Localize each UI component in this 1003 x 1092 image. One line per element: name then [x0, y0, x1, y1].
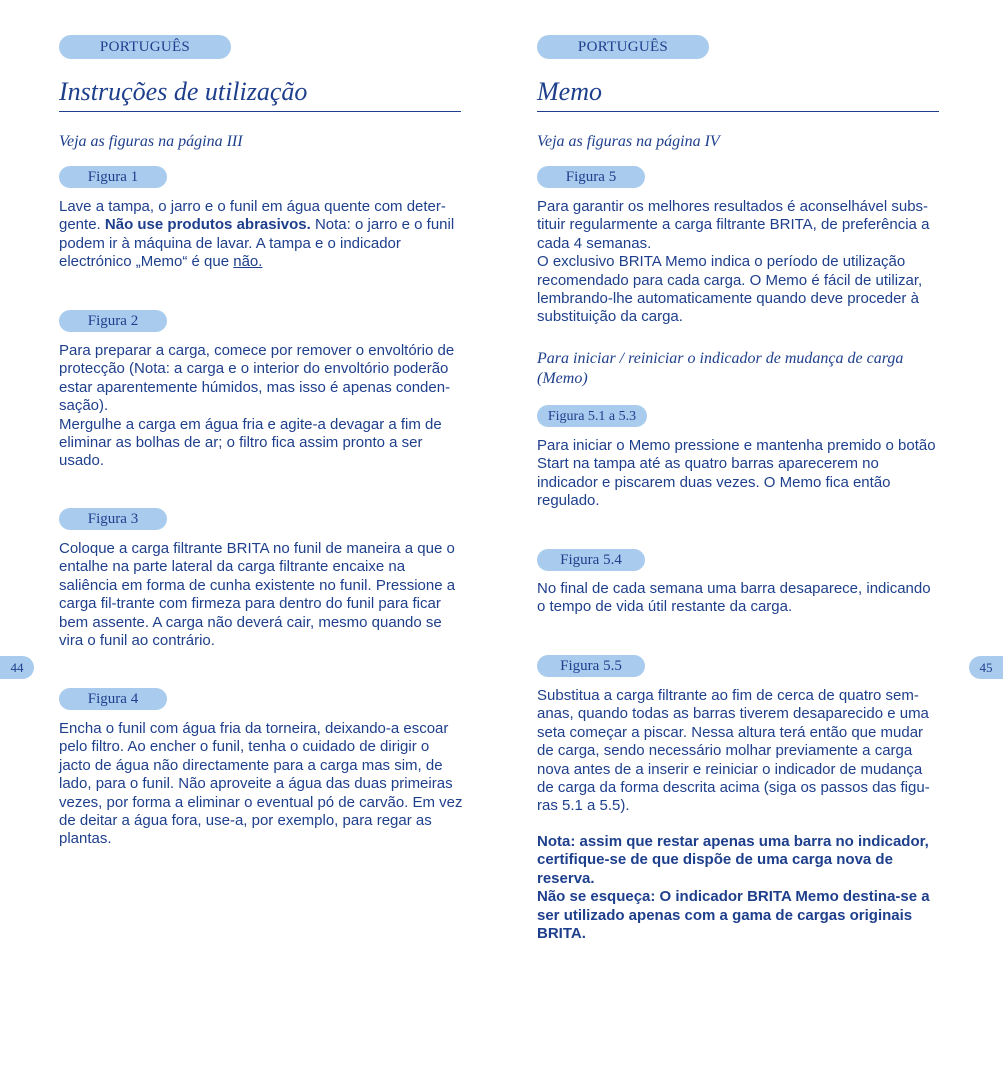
memo-subheading: Para iniciar / reiniciar o indicador de mudança de carga (Memo)	[537, 350, 904, 387]
warning-bold: Não use produtos abrasivos.	[104, 216, 311, 234]
warning-note: Nota: assim que restar apenas uma barra no indicador, certifique-se de que dispõe de uma carga nova de reserva. Não se esqueça: O indicador BRITA Memo destina-se a ser utilizado apenas com a gama de cargas originais BRITA.	[537, 833, 930, 943]
figure-3-text: Coloque a carga filtrante BRITA no funil de maneira a que o entalhe na parte lateral da carga filtrante encaixe na saliência em forma de cunha existente no funil. Pressione a carga fil-trante com firmeza para dentro do funil para ficar bem assente. A carga não deverá cair, mesmo quando se vira o funil ao contrário.	[59, 540, 456, 650]
figure-2-text: Para preparar a carga, comece por remover o envoltório de protecção (Nota: a carga e o interior do envoltório poderão estar aparentemente húmidos, mas isso é apenas conden-sação). Mergulhe a carga em água fria e agite-a devagar a fim de eliminar as bolhas de ar; o filtro fica assim pronto a ser usado.	[59, 342, 455, 470]
page-number-left: 44	[0, 656, 34, 679]
figure-5-5-text: Substitua a carga filtrante ao fim de cerca de quatro sem-anas, quando todas as barras tiverem desaparecido e uma seta começar a piscar. Nessa altura terá então que mudar de carga, sendo necessário molhar previamente a carga nova antes de a inserir e reiniciar o indicador de mudança de carga da forma descrita acima (siga os passos das figu-ras 5.1 a 5.5).	[537, 687, 930, 815]
figure-1-label: Figura 1	[59, 166, 167, 188]
figure-4-label: Figura 4	[59, 688, 167, 710]
page-number-right: 45	[969, 656, 1003, 679]
figure-5-text: Para garantir os melhores resultados é aconselhável subs-tituir regularmente a carga filtrante BRITA, de preferência a cada 4 semanas. O exclusivo BRITA Memo indica o período de utilização recomendado para cada carga. O Memo é fácil de utilizar, lembrando-lhe automaticamente quando deve proceder à substituição da carga.	[537, 198, 930, 326]
see-figures-note: Veja as figuras na página IV	[537, 133, 720, 150]
page-title: Instruções de utilização	[59, 75, 461, 112]
figure-5-1-label: Figura 5.1 a 5.3	[537, 405, 647, 427]
language-label: PORTUGUÊS	[537, 35, 709, 59]
figure-2-label: Figura 2	[59, 310, 167, 332]
figure-3-label: Figura 3	[59, 508, 167, 530]
figure-4-text: Encha o funil com água fria da torneira, deixando-a escoar pelo filtro. Ao encher o funil, tenha o cuidado de dirigir o jacto de água não directamente para a carga mas sim, de lado, para o funil. Não aproveite a água das duas primeiras vezes, por forma a eliminar o eventual pó de carvão. Em vez de deitar a água fora, use-a, por exemplo, para regar as plantas.	[59, 720, 463, 848]
figure-5-4-text: No final de cada semana uma barra desaparece, indicando o tempo de vida útil restante da carga.	[537, 580, 931, 616]
language-label: PORTUGUÊS	[59, 35, 231, 59]
figure-5-1-text: Para iniciar o Memo pressione e mantenha premido o botão Start na tampa até as quatro barras aparecerem no indicador e piscarem duas vezes. O Memo fica então regulado.	[537, 437, 936, 510]
figure-5-5-label: Figura 5.5	[537, 655, 645, 677]
figure-5-label: Figura 5	[537, 166, 645, 188]
page-title: Memo	[537, 75, 939, 112]
underlined-word: não.	[233, 253, 263, 271]
see-figures-note: Veja as figuras na página III	[59, 133, 243, 150]
figure-1-text: Lave a tampa, o jarro e o funil em água quente com deter-gente. Não use produtos abrasivos. Nota: o jarro e o funil podem ir à máquina de lavar. A tampa e o indicador electrónico „Memo“ é que não.	[59, 198, 455, 271]
figure-5-4-label: Figura 5.4	[537, 549, 645, 571]
